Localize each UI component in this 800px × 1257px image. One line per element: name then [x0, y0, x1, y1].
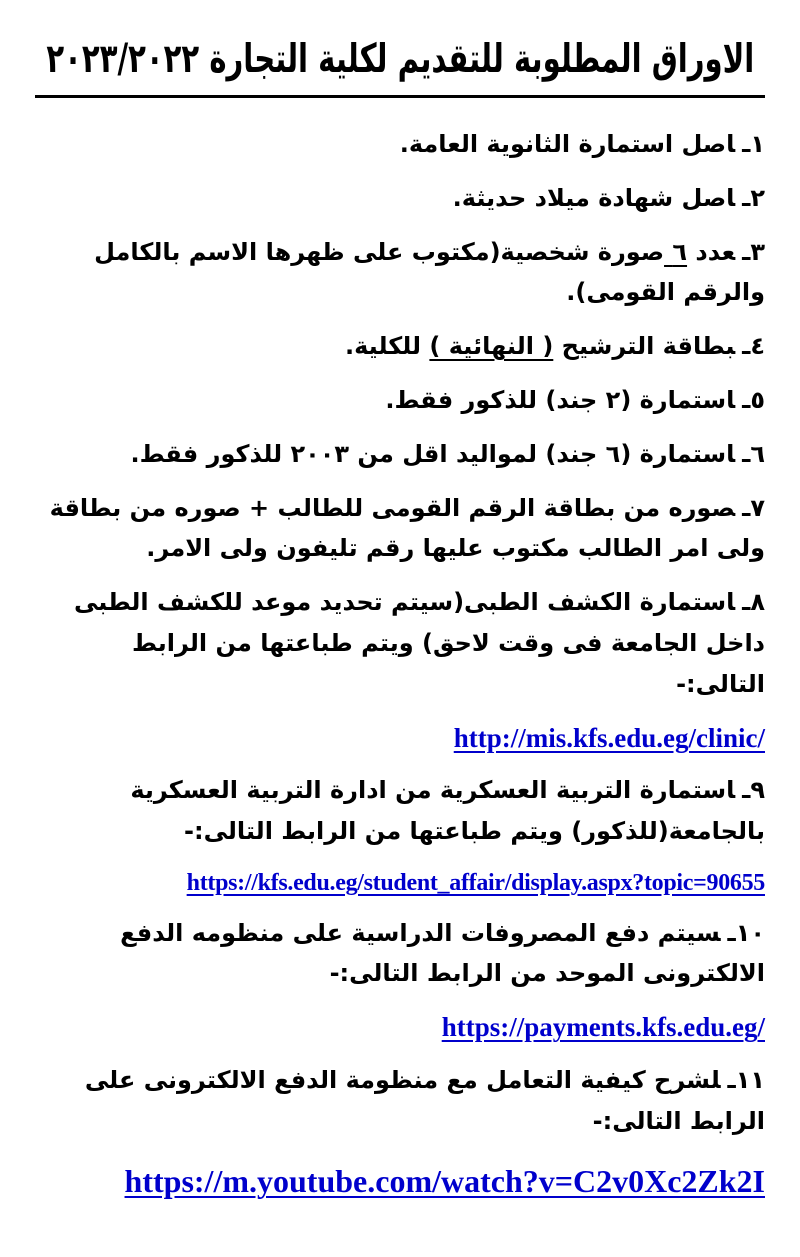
list-item-1	[35, 124, 765, 165]
item-number: ٥ـ	[742, 385, 765, 414]
item-number: ٦ـ	[742, 439, 765, 468]
item-number: ٤ـ	[742, 332, 765, 361]
clinic-link-line	[35, 718, 765, 759]
item-number: ٨ـ	[742, 588, 765, 617]
item-text-underlined: ( النهائية )	[429, 332, 554, 361]
item-text: استمارة الكشف الطبى(سيتم تحديد موعد للكشف الطبى داخل الجامعة فى وقت لاحق) ويتم طباعتها من الرابط التالى:-	[73, 588, 765, 698]
youtube-link-line	[35, 1157, 765, 1205]
item-text: سيتم دفع المصروفات الدراسية على منظومه الدفع الالكترونى الموحد من الرابط التالى:-	[120, 918, 765, 988]
youtube-link[interactable]: https://m.youtube.com/watch?v=C2v0Xc2Zk2I	[124, 1163, 765, 1200]
item-number: ٩ـ	[742, 776, 765, 805]
list-item-8	[35, 582, 765, 704]
item-text: استمارة (٦ جند) لمواليد اقل من ٢٠٠٣ للذكور فقط.	[130, 439, 736, 468]
item-text-pre: بطاقة الترشيح	[561, 332, 736, 361]
item-text: لشرح كيفية التعامل مع منظومة الدفع الالكترونى على الرابط التالى:-	[84, 1065, 765, 1135]
item-number: ١ـ	[742, 130, 765, 158]
item-number: ١١ـ	[727, 1065, 765, 1094]
list-item-7	[35, 488, 765, 570]
payments-link-line	[35, 1007, 765, 1048]
item-number: ٢ـ	[742, 183, 765, 212]
item-number: ٧ـ	[742, 493, 765, 522]
item-text: اصل استمارة الثانوية العامة.	[399, 130, 736, 158]
item-text-pre: عدد	[695, 237, 736, 266]
item-number: ١٠ـ	[727, 918, 765, 947]
page-title: الاوراق المطلوبة للتقديم لكلية التجارة ٢٠٢٣/٢٠٢٢	[46, 35, 754, 82]
item-text: صوره من بطاقة الرقم القومى للطالب + صوره من بطاقة ولى امر الطالب مكتوب عليها رقم تليفون ولى الامر.	[49, 493, 765, 563]
list-item-10	[35, 913, 765, 995]
military-form-link[interactable]: https://kfs.edu.eg/student_affair/display.aspx?topic=90655	[186, 869, 765, 896]
military-form-link-line	[35, 865, 765, 901]
list-item-6	[35, 434, 765, 475]
item-text: استمارة التربية العسكرية من ادارة التربية العسكرية بالجامعة(للذكور) ويتم طباعتها من الرابط التالى:-	[130, 776, 765, 845]
item-text-underlined: ٦	[664, 237, 688, 266]
list-item-11	[35, 1060, 765, 1142]
item-text-post: للكلية.	[345, 332, 422, 361]
item-text: استمارة (٢ جند) للذكور فقط.	[385, 385, 736, 414]
list-item-9	[35, 770, 765, 852]
item-text-post: صورة شخصية(مكتوب على ظهرها الاسم بالكامل والرقم القومى).	[94, 237, 765, 307]
list-item-4	[35, 326, 765, 367]
list-item-3	[35, 232, 765, 314]
item-number: ٣ـ	[742, 237, 765, 266]
list-item-5	[35, 380, 765, 421]
payments-link[interactable]: https://payments.kfs.edu.eg/	[441, 1012, 765, 1043]
item-text: اصل شهادة ميلاد حديثة.	[452, 183, 736, 212]
clinic-link[interactable]: http://mis.kfs.edu.eg/clinic/	[453, 722, 765, 753]
title-block	[35, 24, 765, 98]
list-item-2	[35, 178, 765, 219]
